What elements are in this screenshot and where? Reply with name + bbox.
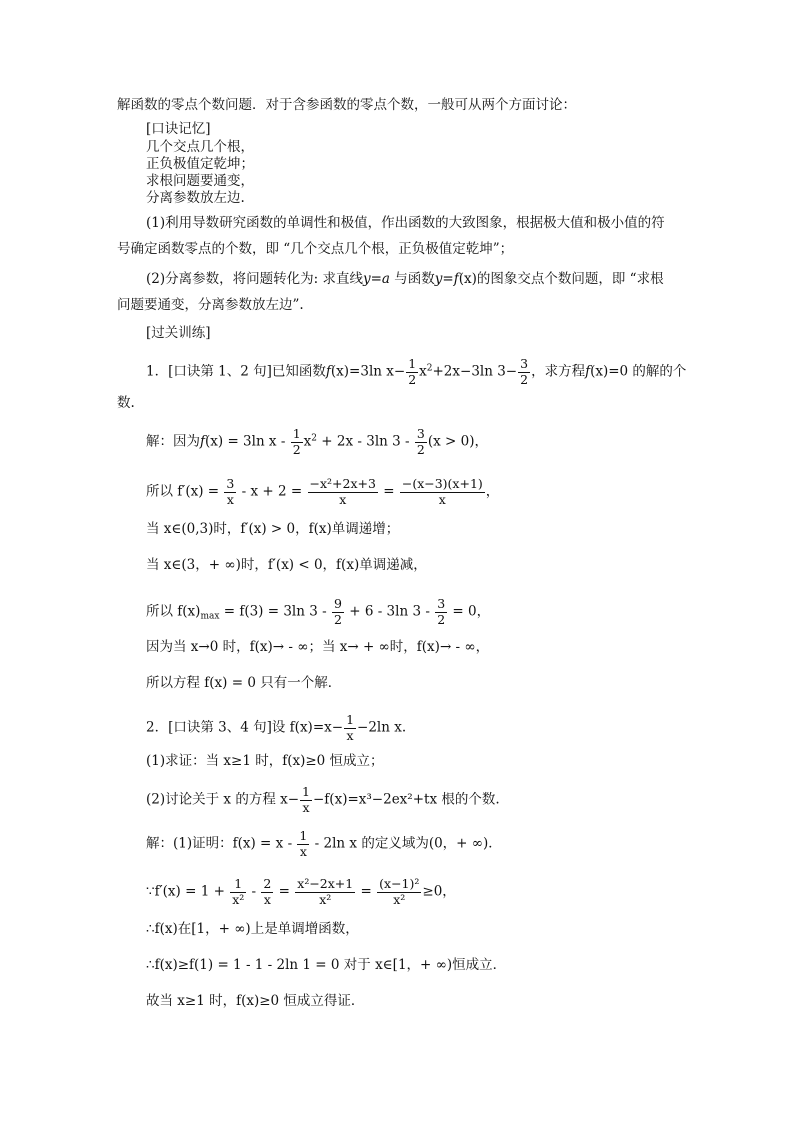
p1-solution-line4: 当 x∈(3，+ ∞)时，f′(x) < 0，f(x)单调递减， <box>146 557 427 573</box>
mnemonic-line: 分离参数放左边. <box>146 190 245 206</box>
numerator: 1 <box>292 426 301 441</box>
p1-solution-line6: 因为当 x→0 时，f(x)→ - ∞；当 x→ + ∞时，f(x)→ - ∞， <box>146 639 490 655</box>
denominator: 2 <box>437 611 446 627</box>
expr: (x > 0)， <box>427 433 488 450</box>
p1-solution-line3: 当 x∈(0,3)时，f′(x) > 0，f(x)单调递增； <box>146 521 400 537</box>
fraction <box>224 478 236 506</box>
exponent: 2 <box>311 433 318 444</box>
problem2-question2 <box>146 786 500 814</box>
p2-solution-line1 <box>146 830 502 858</box>
denominator: x <box>263 891 271 907</box>
denominator: x <box>339 491 347 507</box>
expr: + 6 - 3ln 3 - <box>344 603 435 620</box>
var-f: f <box>325 363 331 380</box>
expr: 所以 f(x) <box>146 603 201 620</box>
numerator: 1 <box>230 878 246 893</box>
denominator: 2 <box>416 441 425 457</box>
mnemonic-line: 求根问题要通变， <box>146 173 254 189</box>
expr: - 2ln x 的定义域为(0，+ ∞)． <box>310 835 502 852</box>
p1-solution-line2 <box>146 478 499 506</box>
p2-solution-line2 <box>146 878 456 906</box>
problem2-statement <box>146 714 406 742</box>
expr: - <box>247 883 261 900</box>
numerator: 3 <box>226 476 235 491</box>
mnemonic-line: 正负极值定乾坤； <box>146 156 254 172</box>
expr: ∵f′(x) = 1 + <box>146 883 230 900</box>
numerator: 1 <box>299 828 308 843</box>
numerator: 1 <box>302 784 310 799</box>
paren-x: (x) <box>590 363 609 380</box>
exponent: 2 <box>426 363 433 374</box>
numerator: x²−2x+1 <box>297 876 354 891</box>
expr: ， <box>485 483 500 500</box>
expr: 解：(1)证明：f(x) = x - <box>146 835 297 852</box>
fraction <box>300 786 312 814</box>
denominator: x <box>299 843 307 859</box>
fraction <box>261 878 273 906</box>
expr: −f(x)=x³−2ex²+tx 根的个数. <box>313 791 500 808</box>
expr: =0 的解的个 <box>608 363 687 380</box>
numerator: −x²+2x+3 <box>309 476 376 491</box>
fraction <box>518 358 530 386</box>
var-f: f <box>453 271 459 287</box>
numerator: 1 <box>346 712 355 727</box>
numerator: 1 <box>408 356 417 371</box>
fraction <box>344 714 356 742</box>
expr: = <box>274 883 295 900</box>
expr: ≥0， <box>422 883 456 900</box>
method2-line2: 问题要通变，分离参数放左边”. <box>117 297 304 313</box>
mnemonic-line: 几个交点几个根， <box>146 139 254 155</box>
var-x: x <box>419 363 427 380</box>
fraction <box>297 830 309 858</box>
problem1-head: 1．[口诀第 1、2 句]已知函数 <box>146 363 326 380</box>
numerator: 2 <box>263 876 272 891</box>
problem2-question1: (1)求证：当 x≥1 时，f(x)≥0 恒成立； <box>146 753 384 769</box>
var-y: y <box>362 271 371 287</box>
method2-text: (2)分离参数，将问题转化为: 求直线 <box>146 271 363 287</box>
fraction <box>435 598 447 626</box>
numerator: −(x−3)(x+1) <box>401 476 483 491</box>
expr: ，求方程 <box>531 363 586 380</box>
expr: −2ln x. <box>357 719 407 736</box>
expr: (x) = 3ln x - <box>205 433 290 450</box>
denominator: 2 <box>408 371 417 387</box>
method2-text: 与函数 <box>389 271 435 287</box>
p2-solution-line4: ∴f(x)≥f(1) = 1 - 1 - 2ln 1 = 0 对于 x∈[1，+ ∞)恒成立． <box>146 957 507 973</box>
p2-solution-line5: 故当 x≥1 时，f(x)≥0 恒成立得证． <box>146 993 365 1009</box>
numerator: 3 <box>520 356 529 371</box>
var-a: a <box>381 271 390 287</box>
fraction <box>230 878 246 906</box>
expr: =3ln x− <box>349 363 406 380</box>
fraction <box>308 478 378 506</box>
numerator: 3 <box>437 596 446 611</box>
method1-line1: (1)利用导数研究函数的单调性和极值，作出函数的大致图象，根据极大值和极小值的符 <box>146 215 665 231</box>
denominator: 2 <box>333 611 342 627</box>
fraction <box>291 428 303 456</box>
denominator: 2 <box>520 371 529 387</box>
p1-solution-line1 <box>146 428 488 456</box>
var-f: f <box>585 363 591 380</box>
fraction <box>332 598 344 626</box>
denominator: x <box>438 491 446 507</box>
fraction <box>377 878 421 906</box>
expr: (2)讨论关于 x 的方程 x− <box>146 791 300 808</box>
denominator: x² <box>393 891 406 907</box>
fraction <box>406 358 418 386</box>
fraction <box>415 428 427 456</box>
expr: - x + 2 = <box>237 483 307 500</box>
denominator: x <box>302 799 310 815</box>
practice-title: [过关训练] <box>146 325 211 341</box>
denominator: x <box>346 727 354 743</box>
numerator: (x−1)² <box>379 876 420 891</box>
problem2-head: 2．[口诀第 3、4 句]设 f(x)=x− <box>146 719 344 736</box>
expr: = 0， <box>448 603 491 620</box>
expr: = <box>378 483 399 500</box>
denominator: x² <box>232 891 245 907</box>
subscript: max <box>200 611 220 622</box>
denominator: 2 <box>292 441 301 457</box>
equals: = <box>370 271 382 287</box>
denominator: x² <box>319 891 332 907</box>
p1-solution-line7: 所以方程 f(x) = 0 只有一个解． <box>146 675 342 691</box>
text: 解：因为 <box>146 433 200 450</box>
method2-text: 的图象交点个数问题，即 “求根 <box>476 271 664 287</box>
var-x: x <box>303 433 312 450</box>
expr: + 2x - 3ln 3 - <box>317 433 414 450</box>
problem1-line2: 数. <box>117 395 135 411</box>
fraction <box>400 478 485 506</box>
p2-solution-line3: ∴f(x)在[1，+ ∞)上是单调增函数， <box>146 921 359 937</box>
p1-solution-line5 <box>146 598 490 626</box>
method1-line2: 号确定函数零点的个数，即 “几个交点几个根，正负极值定乾坤”； <box>117 241 514 257</box>
var-f: f <box>200 433 205 450</box>
problem1-statement <box>146 358 686 386</box>
expr: = <box>356 883 377 900</box>
denominator: x <box>226 491 234 507</box>
equals: = <box>442 271 454 287</box>
method2-line1 <box>146 270 664 288</box>
intro-text: 解函数的零点个数问题．对于含参函数的零点个数，一般可从两个方面讨论： <box>117 97 576 113</box>
paren-x: (x) <box>458 271 477 287</box>
numerator: 3 <box>416 426 425 441</box>
expr: 所以 f′(x) = <box>146 483 224 500</box>
var-y: y <box>434 271 443 287</box>
expr: = f(3) = 3ln 3 - <box>219 603 331 620</box>
mnemonic-title: [口诀记忆] <box>146 121 211 137</box>
numerator: 9 <box>333 596 342 611</box>
fraction <box>295 878 355 906</box>
expr: +2x−3ln 3− <box>432 363 518 380</box>
paren-x: (x) <box>330 363 350 380</box>
